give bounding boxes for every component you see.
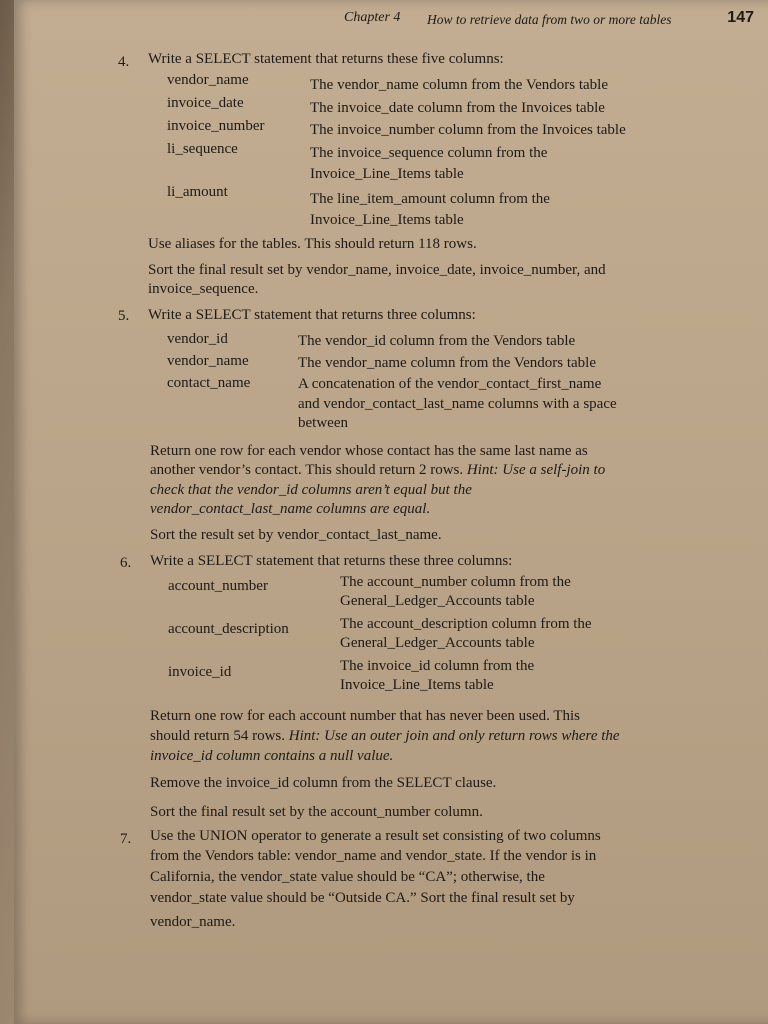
column-name: account_number: [168, 578, 268, 594]
hint-text: Hint: Use an outer join and only return rows where the: [288, 728, 620, 744]
column-name: contact_name: [167, 375, 251, 391]
exercise-number: 5.: [118, 308, 130, 324]
paragraph: Use the UNION operator to generate a result set consisting of two columns: [150, 828, 601, 844]
hint-text: Hint: Use a self-join to: [466, 462, 606, 478]
paragraph-text: should return 54 rows.: [150, 728, 289, 744]
column-name: invoice_number: [167, 118, 265, 134]
column-desc: Invoice_Line_Items table: [310, 212, 464, 228]
column-desc: General_Ledger_Accounts table: [340, 635, 535, 651]
paragraph: Use aliases for the tables. This should return 118 rows.: [148, 236, 477, 252]
paragraph: California, the vendor_state value should be “CA”; otherwise, the: [150, 869, 545, 885]
paragraph: Return one row for each vendor whose contact has the same last name as: [150, 443, 588, 459]
column-desc: General_Ledger_Accounts table: [340, 593, 535, 609]
book-page: [14, 0, 768, 1024]
column-desc: Invoice_Line_Items table: [310, 166, 464, 182]
column-name: vendor_name: [167, 353, 249, 369]
column-name: vendor_id: [167, 331, 228, 347]
paragraph: Sort the final result set by the account_number column.: [150, 804, 483, 820]
column-name: invoice_date: [167, 95, 244, 111]
column-name: vendor_name: [167, 72, 249, 88]
paragraph: from the Vendors table: vendor_name and vendor_state. If the vendor is in: [150, 848, 597, 864]
chapter-label: Chapter 4: [344, 10, 401, 25]
exercise-intro: Write a SELECT statement that returns these five columns:: [148, 51, 504, 67]
hint-text: check that the vendor_id columns aren’t equal but the: [150, 482, 472, 498]
exercise-number: 6.: [120, 555, 132, 571]
hint-text: vendor_contact_last_name columns are equal.: [150, 501, 431, 517]
exercise-number: 7.: [120, 831, 132, 847]
column-desc: The account_description column from the: [340, 616, 592, 632]
paragraph: Sort the result set by vendor_contact_last_name.: [150, 527, 442, 543]
column-name: li_amount: [167, 184, 228, 200]
exercise-intro: Write a SELECT statement that returns three columns:: [148, 307, 476, 323]
column-desc: The invoice_number column from the Invoices table: [310, 122, 626, 138]
column-desc: The invoice_id column from the: [340, 658, 535, 674]
column-desc: Invoice_Line_Items table: [340, 677, 494, 693]
column-desc: The vendor_id column from the Vendors table: [298, 333, 576, 349]
column-desc: The vendor_name column from the Vendors table: [298, 355, 596, 371]
column-desc: and vendor_contact_last_name columns with a space: [298, 396, 617, 412]
page-number: 147: [727, 9, 754, 26]
hint-text: invoice_id column contains a null value.: [150, 748, 394, 764]
exercise-7: [14, 0, 768, 960]
paragraph: invoice_sequence.: [148, 281, 259, 297]
column-name: account_description: [168, 621, 289, 637]
paragraph-text: another vendor’s contact. This should return 2 rows.: [150, 462, 467, 478]
column-desc: The invoice_date column from the Invoices table: [310, 100, 605, 116]
column-desc: The invoice_sequence column from the: [310, 145, 548, 161]
column-desc: A concatenation of the vendor_contact_first_name: [298, 376, 602, 392]
column-desc: The vendor_name column from the Vendors table: [310, 77, 608, 93]
paragraph: Remove the invoice_id column from the SELECT clause.: [150, 775, 497, 791]
exercise-number: 4.: [118, 54, 130, 70]
paragraph: vendor_state value should be “Outside CA.” Sort the final result set by: [150, 890, 575, 906]
column-desc: between: [298, 415, 348, 431]
column-name: invoice_id: [168, 664, 232, 680]
column-desc: The line_item_amount column from the: [310, 191, 550, 207]
exercise-intro: Write a SELECT statement that returns these three columns:: [150, 553, 513, 569]
paragraph: Sort the final result set by vendor_name, invoice_date, invoice_number, and: [148, 262, 606, 278]
column-name: li_sequence: [167, 141, 238, 157]
paragraph: vendor_name.: [150, 914, 236, 930]
chapter-title: How to retrieve data from two or more tables: [427, 12, 672, 27]
column-desc: The account_number column from the: [340, 574, 571, 590]
paragraph: Return one row for each account number that has never been used. This: [150, 708, 580, 724]
